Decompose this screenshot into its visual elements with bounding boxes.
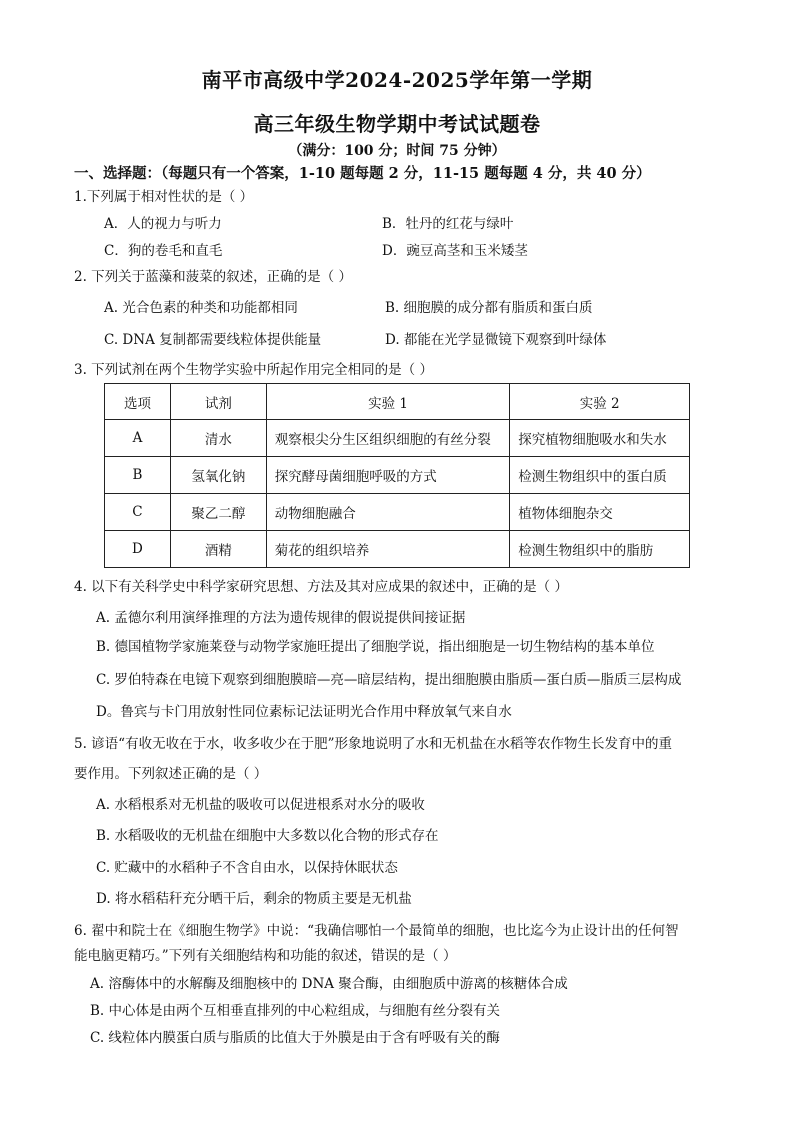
question-2-option-b: B. 细胞膜的成分都有脂质和蛋白质 [385,300,593,316]
question-2-option-a: A. 光合色素的种类和功能都相同 [104,300,298,316]
table-cell: 氢氧化钠 [170,457,266,494]
table-cell: 探究植物细胞吸水和失水 [510,420,690,457]
table-cell: 清水 [170,420,266,457]
table-row [105,531,690,568]
section-heading: 一、选择题：（每题只有一个答案，1-10 题每题 2 分，11-15 题每题 4 分，共 40 分） [74,165,651,182]
table-cell: 观察根尖分生区组织细胞的有丝分裂 [266,420,510,457]
question-6-option-a: A. 溶酶体中的水解酶及细胞核中的 DNA 聚合酶，由细胞质中游离的核糖体合成 [90,976,568,992]
question-5-option-d: D. 将水稻秸秆充分晒干后，剩余的物质主要是无机盐 [96,891,412,907]
question-5-stem-line-2: 要作用。下列叙述正确的是（ ） [74,766,268,782]
table-cell: B [105,457,171,494]
table-cell: 菊花的组织培养 [266,531,510,568]
question-4-option-a: A. 孟德尔利用演绎推理的方法为遗传规律的假说提供间接证据 [96,610,466,626]
question-4-option-c: C. 罗伯特森在电镜下观察到细胞膜暗—亮—暗层结构，提出细胞膜由脂质—蛋白质—脂质三层构成 [96,672,682,688]
question-1-stem: 1.下列属于相对性状的是（ ） [74,189,254,205]
question-1-option-a: A．人的视力与听力 [104,216,222,232]
table-header-cell: 实验 2 [510,384,690,420]
exam-title-subject: 高三年级生物学期中考试试题卷 [253,112,541,136]
question-1-option-c: C．狗的卷毛和直毛 [104,243,223,259]
question-4-option-b: B. 德国植物学家施莱登与动物学家施旺提出了细胞学说，指出细胞是一切生物结构的基本单位 [96,639,655,655]
question-3-stem: 3. 下列试剂在两个生物学实验中所起作用完全相同的是（ ） [74,362,433,378]
table-cell: A [105,420,171,457]
table-cell: 植物体细胞杂交 [510,494,690,531]
table-row [105,494,690,531]
question-6-stem-line-1: 6. 翟中和院士在《细胞生物学》中说：“我确信哪怕一个最简单的细胞，也比迄今为止设计出的任何智 [74,923,679,939]
question-5-option-b: B. 水稻吸收的无机盐在细胞中大多数以化合物的形式存在 [96,828,439,844]
question-2-option-d: D. 都能在光学显微镜下观察到叶绿体 [385,332,607,348]
question-6-stem-line-2: 能电脑更精巧。”下列有关细胞结构和功能的叙述，错误的是（ ） [74,948,457,964]
table-row [105,420,690,457]
question-5-option-c: C. 贮藏中的水稻种子不含自由水，以保持休眠状态 [96,860,398,876]
exam-title-school: 南平市高级中学2024-2025学年第一学期 [201,68,593,92]
table-cell: D [105,531,171,568]
question-6-option-c: C. 线粒体内膜蛋白质与脂质的比值大于外膜是由于含有呼吸有关的酶 [90,1030,500,1046]
question-1-option-d: D．豌豆高茎和玉米矮茎 [382,243,528,259]
question-2-stem: 2. 下列关于蓝藻和菠菜的叙述，正确的是（ ） [74,269,352,285]
reagent-table [104,383,690,568]
question-4-option-d: D。鲁宾与卡门用放射性同位素标记法证明光合作用中释放氧气来自水 [96,704,512,720]
question-5-option-a: A. 水稻根系对无机盐的吸收可以促进根系对水分的吸收 [96,797,425,813]
table-header-row [105,384,690,420]
table-cell: 检测生物组织中的蛋白质 [510,457,690,494]
table-cell: C [105,494,171,531]
table-cell: 检测生物组织中的脂肪 [510,531,690,568]
table-cell: 探究酵母菌细胞呼吸的方式 [266,457,510,494]
question-5-stem-line-1: 5. 谚语“有收无收在于水，收多收少在于肥”形象地说明了水和无机盐在水稻等农作物生长发育中的重 [74,736,672,752]
table-header-cell: 试剂 [170,384,266,420]
question-4-stem: 4. 以下有关科学史中科学家研究思想、方法及其对应成果的叙述中，正确的是（ ） [74,579,568,595]
table-cell: 聚乙二醇 [170,494,266,531]
table-header-cell: 选项 [105,384,171,420]
question-6-option-b: B. 中心体是由两个互相垂直排列的中心粒组成，与细胞有丝分裂有关 [90,1003,501,1019]
exam-score-time: （满分：100 分；时间 75 分钟） [288,143,506,159]
table-cell: 动物细胞融合 [266,494,510,531]
question-2-option-c: C. DNA 复制都需要线粒体提供能量 [104,332,322,348]
table-row [105,457,690,494]
table-header-cell: 实验 1 [266,384,510,420]
table-cell: 酒精 [170,531,266,568]
question-1-option-b: B．牡丹的红花与绿叶 [382,216,514,232]
